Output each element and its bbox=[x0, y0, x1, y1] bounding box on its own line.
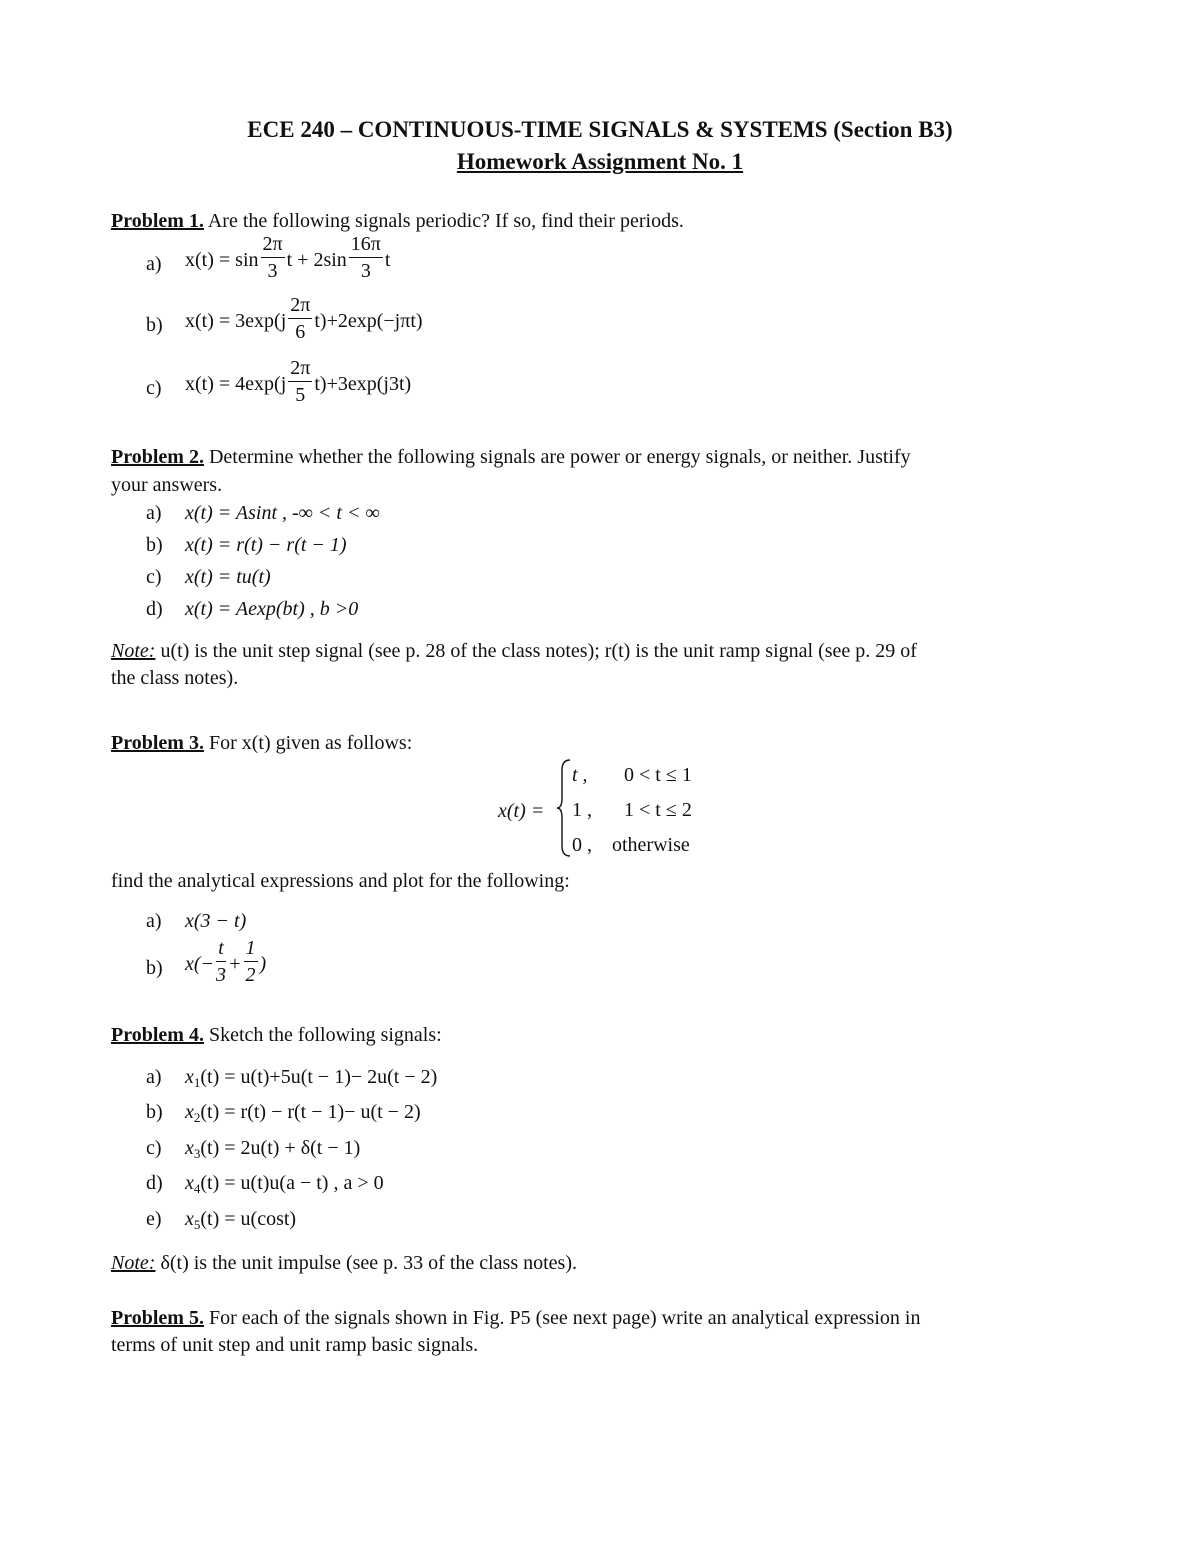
problem-2-heading: Problem 2. bbox=[111, 446, 204, 468]
p4-item-a-equation: $x_1(t) = u(t)+5u(t - 1)- 2u(t - 2)$ bbox=[185, 1066, 438, 1090]
problem-1-heading: Problem 1. bbox=[111, 210, 204, 232]
problem-2-text: Determine whether the following signals are power or energy signals, or neither. Justify bbox=[203, 446, 911, 468]
p1-item-c-label: c) bbox=[146, 377, 162, 399]
page-title: ECE 240 – CONTINUOUS-TIME SIGNALS & SYSTEMS (Section B3) bbox=[247, 117, 953, 142]
p4-item-a-label: a) bbox=[146, 1066, 162, 1088]
p4-item-c-label: c) bbox=[146, 1137, 162, 1159]
piecewise-case-3-condition: otherwise bbox=[612, 834, 690, 856]
problem-5-text-cont: terms of unit step and unit ramp basic signals. bbox=[111, 1334, 479, 1356]
p1-item-c-equation: x(t) = 4exp(j $\frac{2\pi}{5}$ t)+3exp(j3t) bbox=[185, 357, 412, 406]
piecewise-lhs: x(t) = bbox=[498, 800, 545, 822]
problem-5-heading: Problem 5. bbox=[111, 1307, 204, 1329]
p4-item-d-label: d) bbox=[146, 1172, 163, 1194]
problem-4-note: Note: δ(t) is the unit impulse (see p. 33 of the class notes). bbox=[111, 1252, 577, 1274]
problem-2-note-cont: the class notes). bbox=[111, 667, 239, 689]
problem-3-heading: Problem 3. bbox=[111, 732, 204, 754]
problem-3-text: For x(t) given as follows: bbox=[203, 732, 413, 754]
p3-item-a-equation: x(3 − t) bbox=[185, 910, 247, 932]
p1-item-b-equation: x(t) = 3exp(j $\frac{2\pi}{6}$ t)+2exp(−jπt) bbox=[185, 294, 423, 343]
problem-2-statement bbox=[111, 447, 911, 467]
p2-item-a-label: a) bbox=[146, 502, 162, 524]
p4-item-b-label: b) bbox=[146, 1101, 163, 1123]
p3-item-b-label: b) bbox=[146, 957, 163, 979]
p4-item-e-equation: $x_5(t) = u(\cos t)$ bbox=[185, 1208, 297, 1232]
problem-4-heading: Problem 4. bbox=[111, 1024, 204, 1046]
p2-item-b-label: b) bbox=[146, 534, 163, 556]
problem-1-text: Are the following signals periodic? If so, find their periods. bbox=[203, 210, 684, 232]
problem-2-note: Note: u(t) is the unit step signal (see p. 28 of the class notes); r(t) is the unit ramp signal (see p. 29 of bbox=[111, 640, 917, 662]
p3-item-a-label: a) bbox=[146, 910, 162, 932]
p2-item-a-equation: x(t) = Asint , -∞ < t < ∞ bbox=[185, 502, 380, 524]
p2-item-d-equation: x(t) = Aexp(bt) , b >0 bbox=[185, 598, 359, 620]
piecewise-case-1-value: t , bbox=[572, 764, 588, 786]
problem-2-text-cont: your answers. bbox=[111, 474, 223, 496]
problem-4-text: Sketch the following signals: bbox=[203, 1024, 442, 1046]
p2-item-c-label: c) bbox=[146, 566, 162, 588]
p2-item-b-equation: x(t) = r(t) − r(t − 1) bbox=[185, 534, 347, 556]
problem-3-after-text: find the analytical expressions and plot for the following: bbox=[111, 870, 570, 892]
p1-item-a-equation: x(t) = sin $\frac{2\pi}{3}$ t + 2sin $\frac{16\pi}{3}$ t bbox=[185, 233, 391, 282]
p1-item-a-label: a) bbox=[146, 253, 162, 275]
p4-item-d-equation: $x_4(t) = u(t)u(a - t)$ , a > 0 bbox=[185, 1172, 384, 1196]
p1-item-b-label: b) bbox=[146, 314, 163, 336]
problem-5-statement bbox=[111, 1308, 920, 1328]
p3-item-b-equation: x(− $\frac{t}{3}$ + $\frac{1}{2}$ ) bbox=[185, 937, 267, 986]
piecewise-brace bbox=[556, 758, 572, 858]
note-label: Note: bbox=[111, 640, 156, 662]
piecewise-case-2-value: 1 , bbox=[572, 799, 592, 821]
p4-item-e-label: e) bbox=[146, 1208, 162, 1230]
p4-item-c-equation: $x_3(t) = 2u(t) + \delta(t - 1)$ bbox=[185, 1137, 361, 1161]
piecewise-case-1-condition: 0 < t ≤ 1 bbox=[624, 764, 692, 786]
problem-4-statement bbox=[111, 1025, 442, 1045]
p4-item-b-equation: $x_2(t) = r(t) - r(t - 1)- u(t - 2)$ bbox=[185, 1101, 421, 1125]
note-label: Note: bbox=[111, 1252, 156, 1274]
piecewise-case-3-value: 0 , bbox=[572, 834, 592, 856]
piecewise-case-2-condition: 1 < t ≤ 2 bbox=[624, 799, 692, 821]
problem-3-statement bbox=[111, 733, 412, 753]
problem-5-text: For each of the signals shown in Fig. P5 (see next page) write an analytical expression in bbox=[203, 1307, 921, 1329]
page-subtitle: Homework Assignment No. 1 bbox=[456, 149, 744, 174]
problem-1-statement bbox=[111, 211, 684, 231]
p2-item-d-label: d) bbox=[146, 598, 163, 620]
p2-item-c-equation: x(t) = tu(t) bbox=[185, 566, 271, 588]
